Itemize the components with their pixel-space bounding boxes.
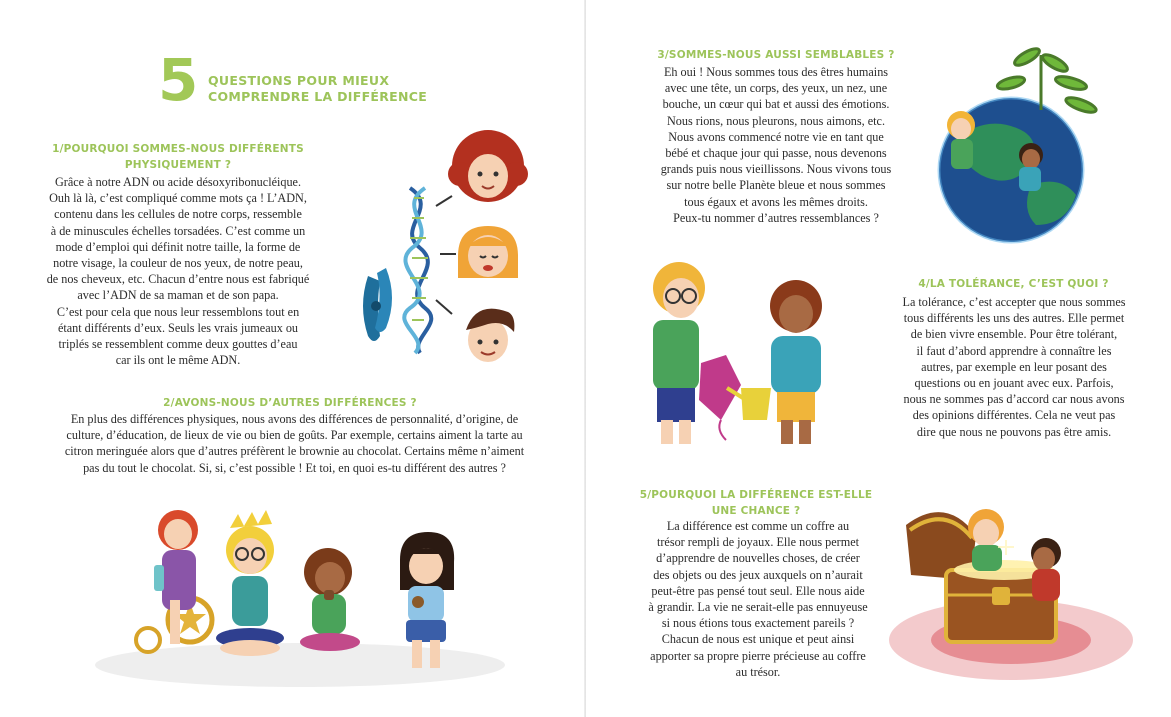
- q4-line: dire que nous ne pouvons pas être amis.: [916, 424, 1112, 439]
- chromosome-icon: [363, 268, 392, 341]
- q1-line: C’est pour cela que nous leur ressemblons tout en: [56, 304, 300, 319]
- q1-line: étant différents d’eux. Seuls les vrais jumeaux ou: [57, 320, 299, 335]
- q4-line: autres, par exemple en leur posant des: [921, 359, 1107, 374]
- q5-line: d’apprendre de nouvelles choses, de créer: [656, 551, 860, 566]
- q5-line: à grandir. La vie ne serait-elle pas ennuyeuse: [648, 600, 868, 615]
- blond-face-icon: [458, 226, 518, 278]
- q1-line: contenu dans les cellules de notre corps, ressemble: [54, 207, 302, 222]
- q5-heading: [611, 487, 901, 519]
- q2-line: En plus des différences physiques, nous avons des différences de personnalité, d’origine, de: [70, 412, 519, 426]
- q1-heading-line1: 1/POURQUOI SOMMES-NOUS DIFFÉRENTS: [52, 143, 304, 155]
- q3-line: Peux-tu nommer d’autres ressemblances ?: [673, 210, 879, 225]
- q3-line: Eh oui ! Nous sommes tous des êtres humains: [663, 65, 889, 79]
- left-page: [0, 0, 585, 717]
- q4-line: il faut d’abord apprendre à connaître les: [916, 343, 1112, 358]
- q1-line: à de minuscules échelles torsadées. C’est comme un: [50, 223, 306, 238]
- q3-line: grands puis nous vieillissons. Nous vivons tous: [660, 162, 892, 177]
- q1-heading-line2: PHYSIQUEMENT ?: [124, 159, 232, 171]
- q1-line: notre visage, la couleur de nos yeux, de notre peau,: [53, 256, 303, 271]
- q2-line: citron meringuée alors que d’autres préfèrent le brownie au chocolat. Certains même n’aiment: [64, 444, 525, 459]
- q3-line: avec une tête, un corps, des yeux, un nez, une: [664, 81, 888, 96]
- q1-line: triplés se ressemblent comme deux gouttes d’eau: [58, 337, 298, 352]
- q1-line: Grâce à notre ADN ou acide désoxyribonucléique.: [54, 175, 302, 189]
- treasure-illustration: [886, 485, 1141, 690]
- q4-paragraph: [864, 294, 1164, 440]
- q5-paragraph: [600, 518, 916, 680]
- page-title-line1: QUESTIONS POUR MIEUX: [208, 73, 390, 88]
- q5-line: trésor rempli de joyaux. Elle nous permet: [656, 535, 860, 550]
- page-title: [208, 73, 427, 105]
- q1-line: car ils ont le même ADN.: [115, 353, 241, 368]
- q4-line: nous ne sommes pas d’accord car nous avons: [903, 392, 1125, 407]
- q1-line: mode d’emploi qui définit notre taille, la forme de: [55, 239, 301, 254]
- q5-heading-line2: UNE CHANCE ?: [711, 505, 801, 517]
- q5-heading-line1: 5/POURQUOI LA DIFFÉRENCE EST-ELLE: [639, 489, 873, 501]
- kite-icon: [699, 355, 741, 440]
- q3-heading: 3/SOMMES-NOUS AUSSI SEMBLABLES ?: [657, 49, 895, 61]
- q2-heading: 2/AVONS-NOUS D’AUTRES DIFFÉRENCES ?: [163, 397, 417, 409]
- q1-heading: [40, 141, 316, 173]
- q2-paragraph: [22, 411, 567, 476]
- q3-line: Nous rions, nous pleurons, nous aimons, etc.: [666, 113, 885, 128]
- q3-line: bébé et chaque jour qui passe, nous devenons: [665, 146, 887, 161]
- wheelchair-girl-icon: [136, 510, 212, 652]
- glasses-boy-icon: [216, 510, 284, 656]
- q5-line: si nous étions tous exactement pareils ?: [661, 616, 855, 631]
- q1-line: Ouh là là, c’est compliqué comme mots ça ! L’ADN,: [49, 191, 307, 206]
- q3-line: sur notre belle Planète bleue et nous sommes: [666, 178, 886, 193]
- page-title-line2: COMPRENDRE LA DIFFÉRENCE: [208, 89, 428, 104]
- q3-line: Nous avons commencé notre vie en tant que: [668, 129, 884, 144]
- q2-line: pas du tout le chocolat. Si, si, c’est possible ! Et toi, en quoi es-tu différent des autres ?: [83, 460, 506, 475]
- dna-helix-icon: [404, 188, 431, 353]
- boy-face-icon: [466, 309, 514, 362]
- q5-line: Chacun de nous est unique et peut ainsi: [661, 632, 855, 647]
- tolerance-illustration: [631, 258, 851, 453]
- curly-girl-icon: [770, 280, 822, 444]
- q5-line: au trésor.: [735, 664, 781, 679]
- q5-line: La différence est comme un coffre au: [666, 519, 850, 533]
- curly-girl-icon: [300, 548, 360, 651]
- q1-line: de nos cheveux, etc. Chacun d’entre nous est fabriqué: [46, 272, 310, 287]
- q5-line: des objets ou des jeux auxquels on n’aurait: [653, 567, 863, 582]
- dna-illustration: [340, 128, 530, 368]
- q5-line: apporter sa propre pierre précieuse au coffre: [650, 648, 866, 663]
- q1-line: avec l’ADN de sa maman et de son papa.: [77, 288, 279, 303]
- q4-heading: 4/LA TOLÉRANCE, C’EST QUOI ?: [918, 278, 1109, 290]
- right-page: [586, 0, 1171, 717]
- boy-glasses-icon: [653, 262, 705, 444]
- q4-line: questions ou en jouant avec eux. Parfois,: [914, 376, 1114, 391]
- q3-line: bouche, un cœur qui bat et aussi des émotions.: [662, 97, 890, 112]
- planet-illustration: [931, 35, 1116, 250]
- q5-line: peut-être pas pensé tout seul. Elle nous aide: [651, 583, 865, 598]
- q3-paragraph: [606, 64, 946, 226]
- watering-can-icon: [727, 388, 771, 420]
- q2-line: culture, d’éducation, de lieux de vie ou bien de goûts. Par exemple, certains aiment la tarte au: [66, 428, 523, 443]
- number-five: 5: [158, 46, 199, 114]
- children-illustration: [90, 490, 510, 700]
- q3-line: tous égaux et avons les mêmes droits.: [684, 194, 868, 209]
- q4-line: des opinions différentes. Cela ne veut pas: [912, 408, 1116, 423]
- q4-line: de bien vivre ensemble. Pour être tolérant,: [910, 327, 1118, 342]
- q4-line: tous différents les uns des autres. Elle permet: [903, 311, 1125, 326]
- q1-paragraph: [22, 174, 334, 368]
- girl-face-icon: [448, 130, 528, 202]
- q4-line: La tolérance, c’est accepter que nous sommes: [902, 295, 1126, 309]
